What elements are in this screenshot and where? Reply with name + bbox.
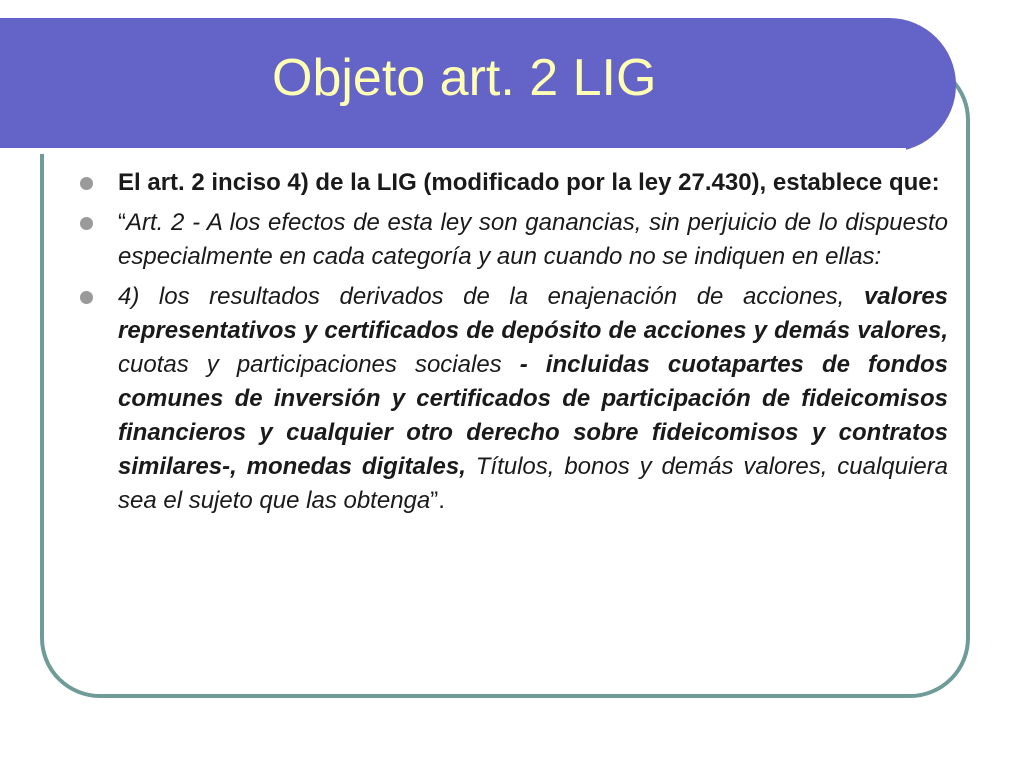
bullet-list [80,166,948,524]
bullet-text: El art. 2 inciso 4) de la LIG (modificado por la ley 27.430), establece que: [118,169,940,196]
bullet-text-segment: 4) los resultados derivados de la enajenación de acciones, [118,283,845,310]
bullet-text-segment: - incluidas cuotapartes de fondos comunes de inversión y certificados de participación de fideicomisos financieros y cualquier otro derecho sobre fideicomisos y contratos similares-, monedas digitales, [118,351,948,480]
quote-close: ”. [430,487,445,514]
quote-open: “ [118,209,126,236]
bullet-item [80,166,948,200]
bullet-text: Art. 2 - A los efectos de esta ley son ganancias, sin perjuicio de lo dispuesto especialmente en cada categoría y aun cuando no se indiquen en ellas: [118,209,948,270]
bullet-item [80,280,948,518]
bullet-text-segment: valores representativos y certificados de depósito de acciones y demás valores, [118,283,949,344]
title-underline [0,148,906,154]
bullet-text-segment: cuotas y participaciones sociales [118,351,502,378]
slide-title: Objeto art. 2 LIG [272,49,657,107]
bullet-dot-icon [80,177,93,190]
bullet-text-segment: Títulos, bonos y demás valores, cualquiera sea el sujeto que las obtenga [118,453,948,514]
bullet-dot-icon [80,291,93,304]
bullet-item [80,206,948,274]
bullet-dot-icon [80,217,93,230]
